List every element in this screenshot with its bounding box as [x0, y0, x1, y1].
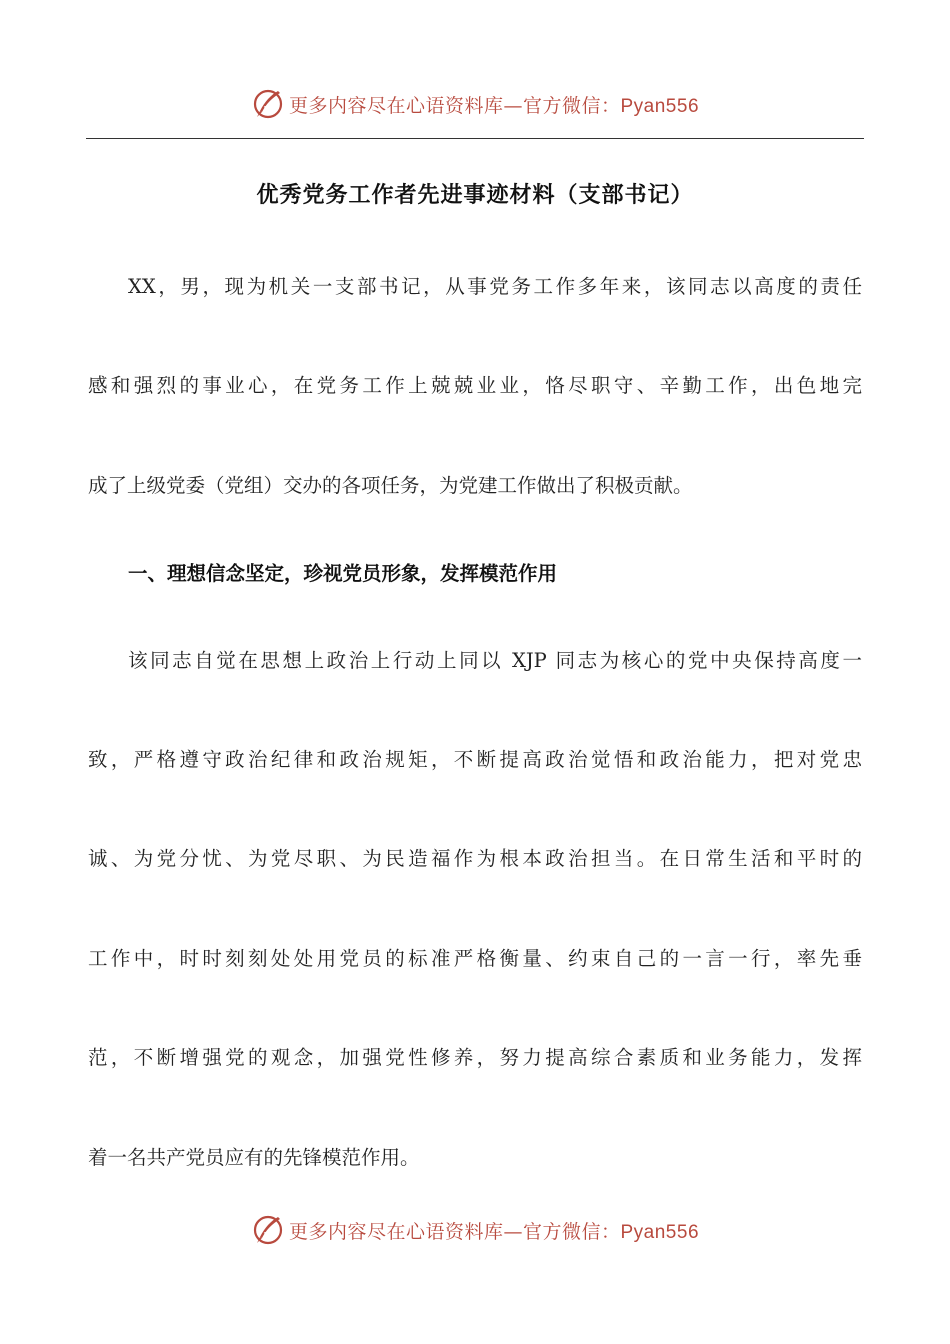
banner-slogan: 更多内容尽在心语资料库—官方微信： [288, 94, 621, 117]
paragraph-line: 范，不断增强党的观念，加强党性修养，努力提高综合素质和业务能力，发挥 [88, 1046, 862, 1069]
banner-slogan: 更多内容尽在心语资料库—官方微信： [288, 1220, 621, 1243]
paragraph-line: 工作中，时时刻刻处处用党员的标准严格衡量、约束自己的一言一行，率先垂 [88, 947, 862, 970]
banner-text [289, 1217, 699, 1244]
header-banner [0, 84, 950, 124]
banner-text [289, 91, 699, 118]
quill-pen-logo-icon [251, 1213, 285, 1247]
paragraph-line: 成了上级党委（党组）交办的各项任务，为党建工作做出了积极贡献。 [88, 474, 693, 497]
banner-wechat-id: Pyan556 [620, 95, 700, 117]
footer-banner [0, 1210, 950, 1250]
section-heading: 一、理想信念坚定，珍视党员形象，发挥模范作用 [128, 562, 558, 585]
banner-wechat-id: Pyan556 [620, 1221, 700, 1243]
document-title: 优秀党务工作者先进事迹材料（支部书记） [256, 183, 694, 208]
quill-pen-logo-icon [251, 87, 285, 121]
paragraph-line: 着一名共产党员应有的先锋模范作用。 [88, 1146, 420, 1169]
paragraph-line: 致，严格遵守政治纪律和政治规矩，不断提高政治觉悟和政治能力，把对党忠 [88, 748, 862, 771]
paragraph-line: 感和强烈的事业心，在党务工作上兢兢业业，恪尽职守、辛勤工作，出色地完 [88, 374, 862, 397]
paragraph-line: XX，男，现为机关一支部书记，从事党务工作多年来，该同志以高度的责任 [128, 275, 862, 298]
paragraph-line: 诚、为党分忧、为党尽职、为民造福作为根本政治担当。在日常生活和平时的 [88, 847, 862, 870]
paragraph-line: 该同志自觉在思想上政治上行动上同以 XJP 同志为核心的党中央保持高度一 [128, 649, 862, 672]
header-rule [86, 138, 864, 139]
